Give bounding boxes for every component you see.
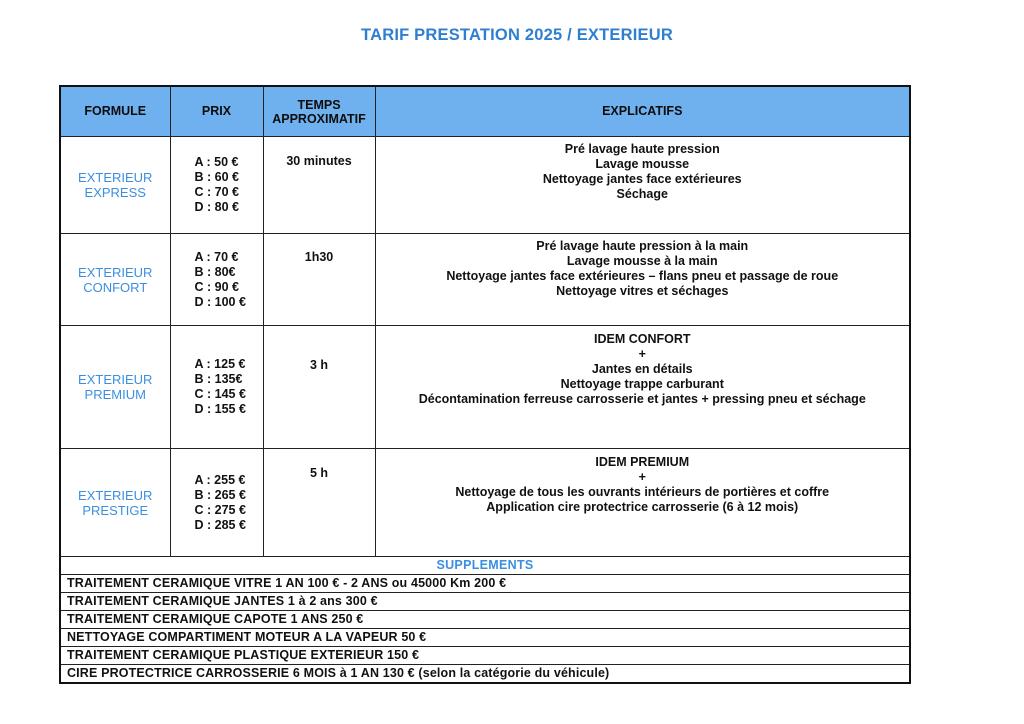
table-row (60, 326, 910, 449)
prix-cell (170, 234, 263, 326)
prix-cell (170, 449, 263, 557)
formule-cell (60, 449, 170, 557)
explicatif-line: Nettoyage de tous les ouvrants intérieurs de portières et coffre (455, 485, 830, 499)
supplement-item: CIRE PROTECTRICE CARROSSERIE 6 MOIS à 1 AN 130 € (selon la catégorie du véhicule) (60, 665, 910, 684)
temps-cell: 3 h (263, 326, 375, 449)
prix-line: B : 265 € (194, 487, 246, 502)
formule-cell (60, 326, 170, 449)
supplement-item: TRAITEMENT CERAMIQUE CAPOTE 1 ANS 250 € (60, 611, 910, 629)
price-table (59, 85, 911, 684)
explicatif-line: Jantes en détails (591, 362, 693, 376)
prix-line: D : 80 € (194, 200, 239, 214)
header-temps-line1: TEMPS (297, 97, 341, 112)
explicatifs-cell (375, 137, 910, 234)
prix-line: C : 145 € (194, 387, 246, 401)
table-row (60, 234, 910, 326)
explicatif-line: Décontamination ferreuse carrosserie et jantes + pressing pneu et séchage (418, 392, 866, 406)
temps-cell: 1h30 (263, 234, 375, 326)
prix-cell (170, 326, 263, 449)
supplement-item: TRAITEMENT CERAMIQUE JANTES 1 à 2 ans 300 € (60, 593, 910, 611)
supplement-item: NETTOYAGE COMPARTIMENT MOTEUR A LA VAPEUR 50 € (60, 629, 910, 647)
explicatif-line: Application cire protectrice carrosserie (6 à 12 mois) (486, 500, 799, 514)
explicatif-line: + (638, 347, 646, 361)
explicatif-line: Pré lavage haute pression (564, 142, 720, 156)
formule-line: EXTERIEUR (78, 487, 153, 503)
formule-cell (60, 137, 170, 234)
prix-line: C : 90 € (194, 279, 239, 294)
table-row (60, 137, 910, 234)
prix-line: A : 125 € (194, 357, 246, 371)
prix-line: A : 50 € (194, 155, 239, 169)
table-row (60, 449, 910, 557)
header-prix: PRIX (170, 86, 263, 137)
explicatif-line: + (638, 470, 646, 484)
explicatifs-cell (375, 326, 910, 449)
prix-line: B : 60 € (194, 170, 239, 184)
prix-line: D : 100 € (194, 294, 246, 309)
explicatif-line: IDEM PREMIUM (595, 455, 690, 469)
supplements-header-row (60, 557, 910, 575)
formule-line: PREMIUM (84, 387, 146, 402)
table-header-row (60, 86, 910, 137)
explicatif-line: Lavage mousse (595, 157, 690, 171)
prix-line: C : 275 € (194, 502, 246, 517)
header-formule: FORMULE (60, 86, 170, 137)
supplement-row (60, 593, 910, 611)
explicatif-line: Pré lavage haute pression à la main (536, 239, 749, 253)
explicatif-line: Séchage (616, 187, 668, 201)
supplements-heading: SUPPLEMENTS (60, 557, 910, 575)
prix-line: A : 255 € (194, 472, 246, 487)
prix-line: C : 70 € (194, 185, 239, 199)
header-temps (263, 86, 375, 137)
formule-cell (60, 234, 170, 326)
explicatifs-cell (375, 234, 910, 326)
prix-line: D : 155 € (194, 402, 246, 416)
supplement-row (60, 665, 910, 684)
formule-line: EXTERIEUR (78, 170, 153, 185)
prix-line: B : 80€ (194, 264, 236, 279)
supplement-row (60, 575, 910, 593)
supplement-row (60, 611, 910, 629)
supplement-item: TRAITEMENT CERAMIQUE VITRE 1 AN 100 € - 2 ANS ou 45000 Km 200 € (60, 575, 910, 593)
explicatif-line: Nettoyage vitres et séchages (556, 284, 729, 298)
formule-line: EXTERIEUR (78, 264, 153, 280)
formule-line: PRESTIGE (82, 502, 149, 518)
temps-cell: 5 h (263, 449, 375, 557)
temps-cell: 30 minutes (263, 137, 375, 234)
supplement-row (60, 647, 910, 665)
header-explicatifs: EXPLICATIFS (375, 86, 910, 137)
explicatif-line: IDEM CONFORT (593, 332, 691, 346)
explicatif-line: Nettoyage trappe carburant (560, 377, 724, 391)
formule-line: EXTERIEUR (78, 372, 153, 387)
prix-line: A : 70 € (194, 249, 239, 264)
supplement-item: TRAITEMENT CERAMIQUE PLASTIQUE EXTERIEUR 150 € (60, 647, 910, 665)
explicatif-line: Nettoyage jantes face extérieures (542, 172, 742, 186)
prix-line: B : 135€ (194, 372, 243, 386)
page-title: TARIF PRESTATION 2025 / EXTERIEUR (361, 26, 673, 44)
explicatif-line: Nettoyage jantes face extérieures – flans pneu et passage de roue (446, 269, 839, 283)
explicatif-line: Lavage mousse à la main (566, 254, 718, 268)
explicatifs-cell (375, 449, 910, 557)
formule-line: EXPRESS (84, 185, 146, 200)
formule-line: CONFORT (83, 279, 148, 295)
supplement-row (60, 629, 910, 647)
prix-cell (170, 137, 263, 234)
prix-line: D : 285 € (194, 517, 246, 532)
header-temps-line2: APPROXIMATIF (272, 111, 366, 126)
